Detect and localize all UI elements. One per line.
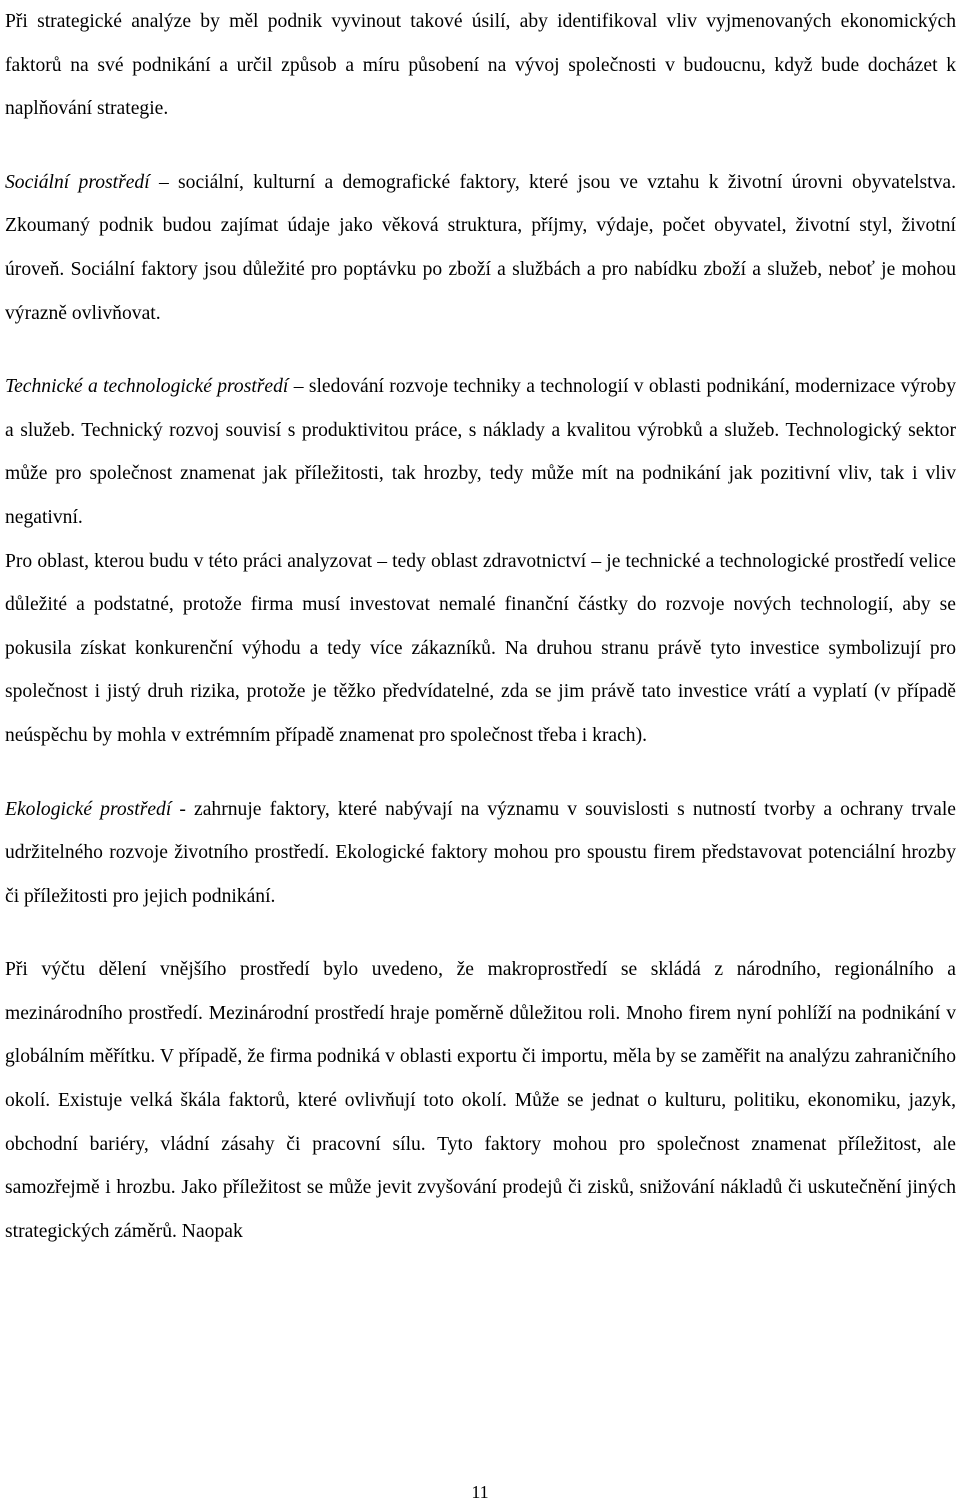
paragraph-gap bbox=[5, 335, 956, 365]
paragraph-strategic-analysis bbox=[5, 0, 956, 131]
paragraph-technical-environment bbox=[5, 365, 956, 539]
paragraph-text: Pro oblast, kterou budu v této práci analyzovat – tedy oblast zdravotnictví – je technické a technologické prostředí velice důležité a podstatné, protože firma musí investovat nemalé finanční částky do rozvoje nových technologií, aby se pokusila získat konkurenční výhodu a tedy více zákazníků. Na druhou stranu právě tyto investice symbolizují pro společnost i jistý druh rizika, protože je těžko předvídatelné, zda se jim právě tato investice vrátí a vyplatí (v případě neúspěchu by mohla v extrémním případě znamenat pro společnost třeba i krach). bbox=[5, 550, 956, 746]
paragraph-text: Při výčtu dělení vnějšího prostředí bylo uvedeno, že makroprostředí se skládá z národního, regionálního a mezinárodního prostředí. Mezinárodní prostředí hraje poměrně důležitou roli. Mnoho firem nyní pohlíží na podnikání v globálním měřítku. V případě, že firma podniká v oblasti exportu či importu, měla by se zaměřit na analýzu zahraničního okolí. Existuje velká škála faktorů, které ovlivňují toto okolí. Může se jednat o kulturu, politiku, ekonomiku, jazyk, obchodní bariéry, vládní zásahy či pracovní sílu. Tyto faktory mohou pro společnost znamenat příležitost, ale samozřejmě i hrozbu. Jako příležitost se může jevit zvyšování prodejů či zisků, snižování nákladů či uskutečnění jiných strategických záměrů. Naopak bbox=[5, 959, 956, 1242]
term-technical-environment: Technické a technologické prostředí bbox=[5, 376, 289, 398]
paragraph-healthcare-analysis bbox=[5, 540, 956, 758]
paragraph-gap bbox=[5, 918, 956, 948]
paragraph-ecological-environment bbox=[5, 788, 956, 919]
term-ecological-environment: Ekologické prostředí bbox=[5, 798, 172, 820]
paragraph-social-environment bbox=[5, 161, 956, 335]
paragraph-international-environment bbox=[5, 948, 956, 1253]
paragraph-text: Při strategické analýze by měl podnik vyvinout takové úsilí, aby identifikoval vliv vyjmenovaných ekonomických faktorů na své podnikání a určil způsob a míru působení na vývoj společnosti v budoucnu, když bude docházet k naplňování strategie. bbox=[5, 11, 956, 120]
paragraph-text: – sledování rozvoje techniky a technologií v oblasti podnikání, modernizace výroby a služeb. Technický rozvoj souvisí s produktivitou práce, s náklady a kvalitou výrobků a služeb. Technologický sektor může pro společnost znamenat jak příležitosti, tak hrozby, tedy může mít na podnikání jak pozitivní vliv, tak i vliv negativní. bbox=[5, 376, 956, 528]
paragraph-text: - zahrnuje faktory, které nabývají na významu v souvislosti s nutností tvorby a ochrany trvale udržitelného rozvoje životního prostředí. Ekologické faktory mohou pro spoustu firem představovat potenciální hrozby či příležitosti pro jejich podnikání. bbox=[5, 798, 956, 907]
term-social-environment: Sociální prostředí bbox=[5, 171, 150, 193]
paragraph-gap bbox=[5, 131, 956, 161]
page-number: 11 bbox=[471, 1482, 489, 1502]
paragraph-text: – sociální, kulturní a demografické faktory, které jsou ve vztahu k životní úrovni obyvatelstva. Zkoumaný podnik budou zajímat údaje jako věková struktura, příjmy, výdaje, počet obyvatel, životní styl, životní úroveň. Sociální faktory jsou důležité pro poptávku po zboží a službách a pro nabídku zboží a služeb, neboť je mohou výrazně ovlivňovat. bbox=[5, 171, 956, 324]
document-page bbox=[5, 0, 956, 1253]
paragraph-gap bbox=[5, 758, 956, 788]
